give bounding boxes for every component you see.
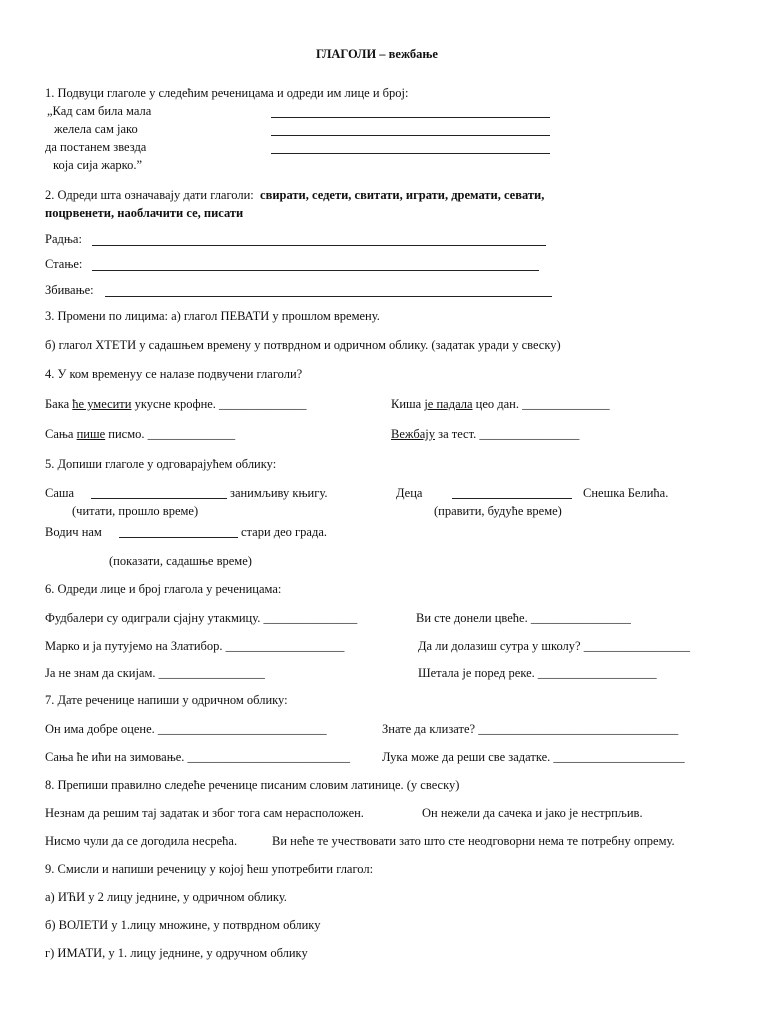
answer-line[interactable] xyxy=(91,498,227,499)
q2-verbs-cont: поцрвенети, наоблачити се, писати xyxy=(45,206,244,220)
q9-item: г) ИМАТИ, у 1. лицу једнине, у одручном облику xyxy=(45,946,308,960)
answer-line[interactable] xyxy=(92,270,539,271)
q9-item: а) ИЋИ у 2 лицу једнине, у одричном облику. xyxy=(45,890,287,904)
q4-sentence: Киша је падала цео дан. ______________ xyxy=(391,397,610,411)
underlined-verb: Вежбају xyxy=(391,427,435,441)
q6-item: Марко и ја путујемо на Златибор. ___________________ xyxy=(45,639,345,653)
underlined-verb: је падала xyxy=(424,397,473,411)
q8-sentence: Ви неће те учествовати зато што сте неодговорни нема те потребну опрему. xyxy=(272,834,675,848)
q1-prompt: 1. Подвуци глаголе у следећим реченицама и одреди им лице и број: xyxy=(45,86,409,100)
q9-prompt: 9. Смисли и напиши реченицу у којој ћеш употребити глагол: xyxy=(45,862,374,876)
answer-line[interactable] xyxy=(271,117,550,118)
underlined-verb: ће умесити xyxy=(72,397,132,411)
q2-verbs: свирати, седети, свитати, играти, дремати, севати, xyxy=(260,188,545,202)
q5-hint: (показати, садашње време) xyxy=(109,554,252,568)
poem-line: која сија жарко.” xyxy=(53,158,143,172)
poem-line: „Кад сам била мала xyxy=(47,104,152,118)
q8-sentence: Он нежели да сачека и јако је нестрпљив. xyxy=(422,806,643,820)
q7-prompt: 7. Дате реченице напиши у одричном облику: xyxy=(45,693,288,707)
q5-text: стари део града. xyxy=(241,525,328,539)
answer-line[interactable] xyxy=(271,135,550,136)
q5-text: Снешка Белића. xyxy=(583,486,669,500)
q2-prompt xyxy=(45,188,544,202)
q6-item: Да ли долазиш сутра у школу? _________________ xyxy=(418,639,690,653)
q7-item: Сања ће ићи на зимовање. __________________________ xyxy=(45,750,351,764)
answer-line[interactable] xyxy=(105,296,552,297)
q4-sentence: Сања пише писмо. ______________ xyxy=(45,427,236,441)
q5-text: занимљиву књигу. xyxy=(230,486,328,500)
poem-line: да постанем звезда xyxy=(45,140,147,154)
q6-item: Ја не знам да скијам. _________________ xyxy=(45,666,265,680)
q5-text: Саша xyxy=(45,486,75,500)
q3-prompt: 3. Промени по лицима: а) глагол ПЕВАТИ у прошлом времену. xyxy=(45,309,380,323)
q8-sentence: Нисмо чули да се догодила несрећа. xyxy=(45,834,238,848)
answer-line[interactable] xyxy=(119,537,238,538)
q7-item: Он има добре оцене. ___________________________ xyxy=(45,722,327,736)
underlined-verb: пише xyxy=(76,427,106,441)
q9-item: б) ВОЛЕТИ у 1.лицу множине, у потврдном облику xyxy=(45,918,321,932)
q6-item: Шетала је поред реке. ___________________ xyxy=(418,666,657,680)
q5-hint: (правити, будуће време) xyxy=(434,504,562,518)
q5-text: Водич нам xyxy=(45,525,102,539)
q4-prompt: 4. У ком временуу се налазе подвучени глаголи? xyxy=(45,367,303,381)
answer-line[interactable] xyxy=(271,153,550,154)
label-radnja: Радња: xyxy=(45,232,82,246)
q5-hint: (читати, прошло време) xyxy=(72,504,199,518)
q5-text: Деца xyxy=(396,486,423,500)
q3-b: б) глагол ХТЕТИ у садашњем времену у потврдном и одричном облику. (задатак уради у свеску) xyxy=(45,338,561,352)
q6-item: Ви сте донели цвеће. ________________ xyxy=(416,611,631,625)
page-title: ГЛАГОЛИ – вежбање xyxy=(316,47,438,61)
q8-sentence: Незнам да решим тај задатак и због тога сам нерасположен. xyxy=(45,806,364,820)
q4-sentence: Вежбају за тест. ________________ xyxy=(391,427,580,441)
poem-line: желела сам јако xyxy=(54,122,138,136)
label-stanje: Стање: xyxy=(45,257,83,271)
q7-item: Лука може да реши све задатке. _____________________ xyxy=(382,750,685,764)
q5-prompt: 5. Допиши глаголе у одговарајућем облику: xyxy=(45,457,277,471)
q7-item: Знате да клизате? ________________________________ xyxy=(382,722,679,736)
answer-line[interactable] xyxy=(92,245,546,246)
q6-prompt: 6. Одреди лице и број глагола у реченицама: xyxy=(45,582,282,596)
q8-prompt: 8. Препиши правилно следеће реченице писаним словим латинице. (у свеску) xyxy=(45,778,460,792)
label-zbivanje: Збивање: xyxy=(45,283,94,297)
answer-line[interactable] xyxy=(452,498,572,499)
q2-prompt-text: 2. Одреди шта означавају дати глаголи: xyxy=(45,188,254,202)
q4-sentence: Бака ће умесити укусне крофне. ______________ xyxy=(45,397,307,411)
q6-item: Фудбалери су одиграли сјајну утакмицу. _______________ xyxy=(45,611,358,625)
